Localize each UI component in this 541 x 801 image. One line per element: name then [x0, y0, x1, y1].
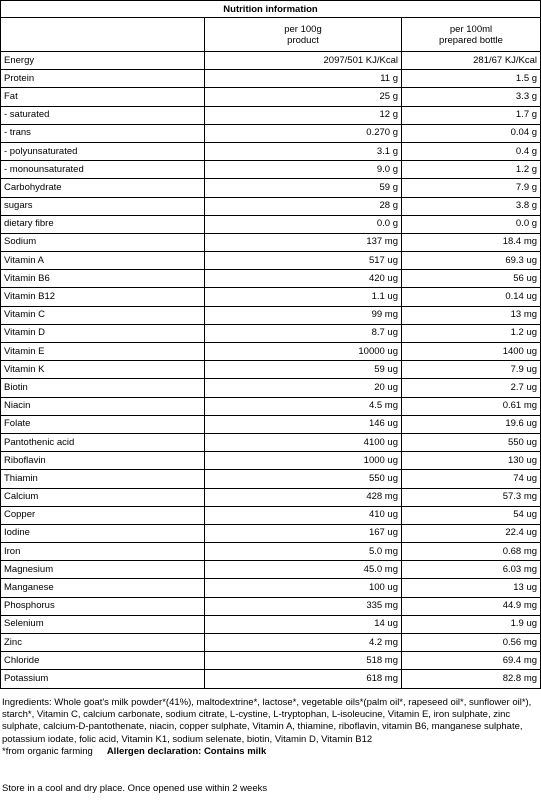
value-per-100g: 4.2 mg — [205, 634, 402, 652]
table-row — [1, 634, 541, 652]
table-row — [1, 379, 541, 397]
value-per-100g: 1.1 ug — [205, 288, 402, 306]
value-per-100ml: 0.4 g — [402, 142, 541, 160]
nutrient-name: Vitamin B12 — [1, 288, 205, 306]
table-row — [1, 415, 541, 433]
table-row — [1, 106, 541, 124]
table-row — [1, 488, 541, 506]
nutrient-name: Copper — [1, 506, 205, 524]
value-per-100g: 10000 ug — [205, 343, 402, 361]
value-per-100ml: 0.04 g — [402, 124, 541, 142]
value-per-100ml: 3.3 g — [402, 88, 541, 106]
table-row — [1, 197, 541, 215]
table-row — [1, 597, 541, 615]
nutrient-name: Potassium — [1, 670, 205, 688]
table-row — [1, 252, 541, 270]
table-row — [1, 324, 541, 342]
value-per-100ml: 56 ug — [402, 270, 541, 288]
value-per-100ml: 0.68 mg — [402, 543, 541, 561]
value-per-100ml: 82.8 mg — [402, 670, 541, 688]
nutrient-name: Iodine — [1, 524, 205, 542]
table-row — [1, 524, 541, 542]
nutrient-name: Vitamin D — [1, 324, 205, 342]
value-per-100ml: 54 ug — [402, 506, 541, 524]
value-per-100g: 20 ug — [205, 379, 402, 397]
table-row — [1, 215, 541, 233]
table-row — [1, 433, 541, 451]
value-per-100ml: 6.03 mg — [402, 561, 541, 579]
table-row — [1, 452, 541, 470]
footnote-line — [2, 746, 540, 758]
value-per-100g: 45.0 mg — [205, 561, 402, 579]
value-per-100ml: 3.8 g — [402, 197, 541, 215]
nutrient-name: - monounsaturated — [1, 161, 205, 179]
table-title: Nutrition information — [1, 1, 541, 18]
value-per-100g: 28 g — [205, 197, 402, 215]
value-per-100ml: 281/67 KJ/Kcal — [402, 52, 541, 70]
table-row — [1, 361, 541, 379]
storage-instructions: Store in a cool and dry place. Once opened use within 2 weeks — [2, 783, 268, 794]
nutrient-name: Zinc — [1, 634, 205, 652]
value-per-100ml: 22.4 ug — [402, 524, 541, 542]
value-per-100g: 618 mg — [205, 670, 402, 688]
value-per-100ml: 13 ug — [402, 579, 541, 597]
table-row — [1, 543, 541, 561]
table-row — [1, 470, 541, 488]
nutrient-name: Fat — [1, 88, 205, 106]
table-row — [1, 52, 541, 70]
nutrient-name: Vitamin K — [1, 361, 205, 379]
ingredient-notes — [2, 697, 540, 758]
value-per-100ml: 1.2 g — [402, 161, 541, 179]
nutrient-name: Pantothenic acid — [1, 433, 205, 451]
table-row — [1, 288, 541, 306]
value-per-100g: 12 g — [205, 106, 402, 124]
value-per-100g: 146 ug — [205, 415, 402, 433]
value-per-100ml: 7.9 ug — [402, 361, 541, 379]
nutrient-name: Selenium — [1, 615, 205, 633]
allergen-declaration: Allergen declaration: Contains milk — [106, 745, 267, 757]
table-row — [1, 652, 541, 670]
table-row — [1, 397, 541, 415]
table-row — [1, 670, 541, 688]
value-per-100ml: 13 mg — [402, 306, 541, 324]
table-row — [1, 615, 541, 633]
value-per-100ml: 130 ug — [402, 452, 541, 470]
table-row — [1, 142, 541, 160]
nutrient-name: - saturated — [1, 106, 205, 124]
value-per-100g: 99 mg — [205, 306, 402, 324]
nutrient-name: Vitamin A — [1, 252, 205, 270]
value-per-100g: 420 ug — [205, 270, 402, 288]
table-row — [1, 343, 541, 361]
value-per-100g: 167 ug — [205, 524, 402, 542]
value-per-100g: 335 mg — [205, 597, 402, 615]
nutrient-name: Calcium — [1, 488, 205, 506]
nutrient-name: Thiamin — [1, 470, 205, 488]
value-per-100ml: 57.3 mg — [402, 488, 541, 506]
nutrient-name: Sodium — [1, 233, 205, 251]
value-per-100ml: 44.9 mg — [402, 597, 541, 615]
value-per-100ml: 1.5 g — [402, 70, 541, 88]
nutrient-name: dietary fibre — [1, 215, 205, 233]
header-per-100ml: per 100ml prepared bottle — [402, 18, 541, 52]
nutrient-name: Niacin — [1, 397, 205, 415]
value-per-100g: 11 g — [205, 70, 402, 88]
value-per-100ml: 74 ug — [402, 470, 541, 488]
ingredients-text: Ingredients: Whole goat's milk powder*(41%), maltodextrine*, lactose*, vegetable oils*(palm oil*, rapeseed oil*, sunflower oil*), starch*, Vitamin C, calcium carbonate, sodium citrate, L-cystine, L-tryptophan, L-isoleucine, Vitamin E, iron sulphate, zinc sulphate, calcium-D-pantothenate, niacin, copper sulphate, Vitamin A, thiamine, riboflavin, vitamin B6, manganese sulphate, potassium iodate, folic acid, Vitamin K1, sodium selenate, biotin, Vitamin D, Vitamin B12 — [2, 697, 532, 745]
nutrient-name: Iron — [1, 543, 205, 561]
value-per-100g: 8.7 ug — [205, 324, 402, 342]
table-row — [1, 233, 541, 251]
organic-note: *from organic farming — [2, 745, 93, 757]
value-per-100g: 59 ug — [205, 361, 402, 379]
value-per-100g: 428 mg — [205, 488, 402, 506]
nutrient-name: - trans — [1, 124, 205, 142]
value-per-100g: 9.0 g — [205, 161, 402, 179]
table-row — [1, 579, 541, 597]
table-row — [1, 70, 541, 88]
value-per-100g: 0.0 g — [205, 215, 402, 233]
nutrient-name: Protein — [1, 70, 205, 88]
nutrient-name: Chloride — [1, 652, 205, 670]
nutrient-name: Riboflavin — [1, 452, 205, 470]
nutrient-name: Vitamin B6 — [1, 270, 205, 288]
table-row — [1, 88, 541, 106]
value-per-100g: 550 ug — [205, 470, 402, 488]
table-row — [1, 161, 541, 179]
value-per-100g: 4.5 mg — [205, 397, 402, 415]
value-per-100ml: 0.61 mg — [402, 397, 541, 415]
value-per-100g: 1000 ug — [205, 452, 402, 470]
nutrient-name: Vitamin C — [1, 306, 205, 324]
value-per-100g: 0.270 g — [205, 124, 402, 142]
value-per-100ml: 0.0 g — [402, 215, 541, 233]
nutrient-name: Biotin — [1, 379, 205, 397]
nutrient-name: Phosphorus — [1, 597, 205, 615]
value-per-100ml: 69.4 mg — [402, 652, 541, 670]
value-per-100ml: 0.56 mg — [402, 634, 541, 652]
value-per-100g: 518 mg — [205, 652, 402, 670]
value-per-100ml: 0.14 ug — [402, 288, 541, 306]
table-row — [1, 561, 541, 579]
nutrient-rows — [1, 52, 541, 689]
value-per-100g: 5.0 mg — [205, 543, 402, 561]
table-row — [1, 124, 541, 142]
value-per-100g: 25 g — [205, 88, 402, 106]
header-nutrient — [1, 18, 205, 52]
value-per-100g: 100 ug — [205, 579, 402, 597]
value-per-100ml: 2.7 ug — [402, 379, 541, 397]
value-per-100ml: 1.2 ug — [402, 324, 541, 342]
nutrient-name: Folate — [1, 415, 205, 433]
value-per-100g: 59 g — [205, 179, 402, 197]
value-per-100ml: 69.3 ug — [402, 252, 541, 270]
nutrient-name: Vitamin E — [1, 343, 205, 361]
value-per-100ml: 19.6 ug — [402, 415, 541, 433]
value-per-100g: 517 ug — [205, 252, 402, 270]
value-per-100g: 14 ug — [205, 615, 402, 633]
value-per-100g: 4100 ug — [205, 433, 402, 451]
header-per-100g: per 100g product — [205, 18, 402, 52]
nutrient-name: sugars — [1, 197, 205, 215]
table-row — [1, 179, 541, 197]
nutrient-name: - polyunsaturated — [1, 142, 205, 160]
value-per-100g: 137 mg — [205, 233, 402, 251]
table-row — [1, 270, 541, 288]
table-row — [1, 506, 541, 524]
value-per-100ml: 1.9 ug — [402, 615, 541, 633]
value-per-100g: 2097/501 KJ/Kcal — [205, 52, 402, 70]
value-per-100ml: 7.9 g — [402, 179, 541, 197]
nutrient-name: Carbohydrate — [1, 179, 205, 197]
value-per-100g: 3.1 g — [205, 142, 402, 160]
table-row — [1, 306, 541, 324]
nutrient-name: Magnesium — [1, 561, 205, 579]
value-per-100ml: 1.7 g — [402, 106, 541, 124]
nutrient-name: Energy — [1, 52, 205, 70]
value-per-100ml: 18.4 mg — [402, 233, 541, 251]
value-per-100g: 410 ug — [205, 506, 402, 524]
value-per-100ml: 550 ug — [402, 433, 541, 451]
nutrient-name: Manganese — [1, 579, 205, 597]
value-per-100ml: 1400 ug — [402, 343, 541, 361]
